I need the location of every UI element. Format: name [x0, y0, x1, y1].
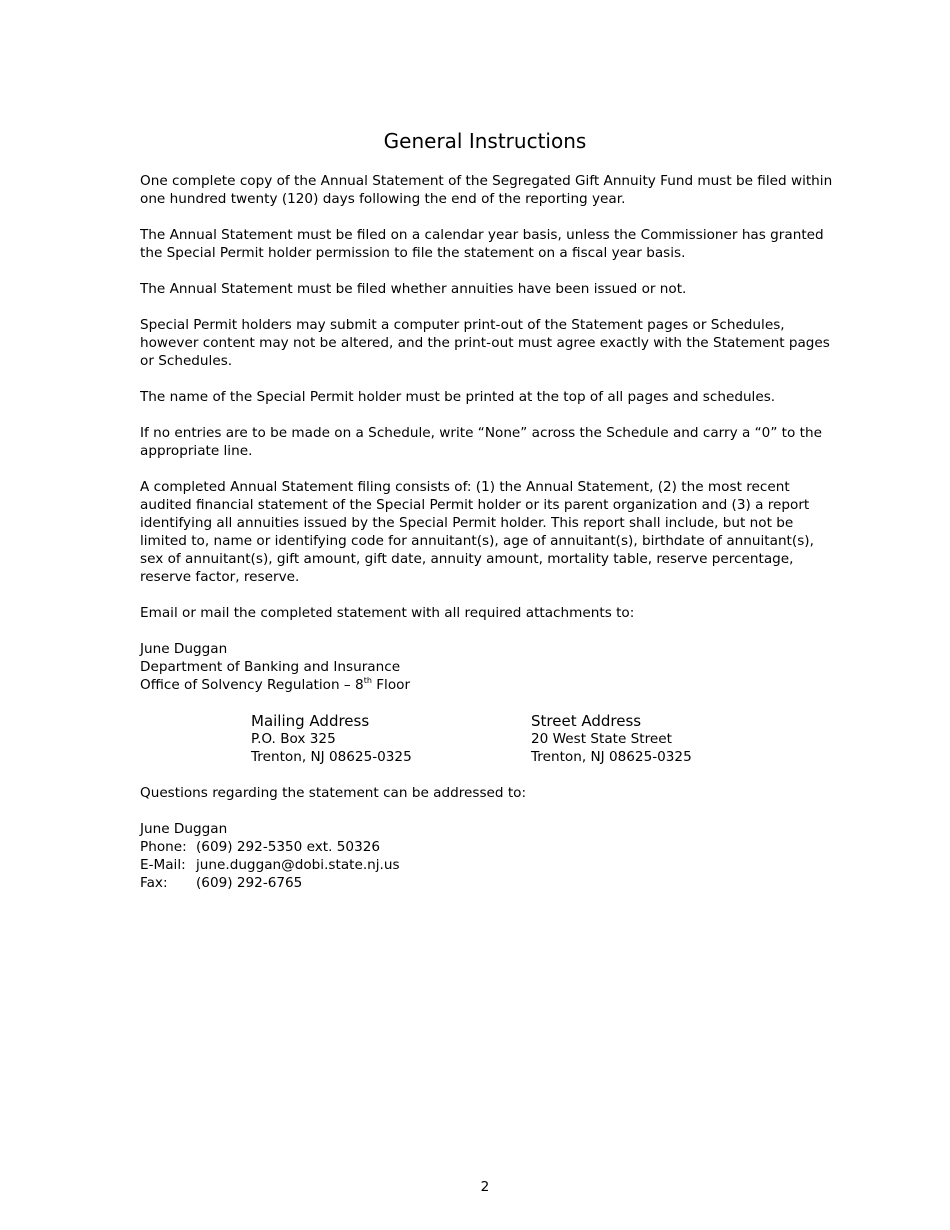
street-address-line1: 20 West State Street [531, 731, 672, 747]
mailing-address-line2: Trenton, NJ 08625-0325 [251, 749, 412, 765]
mailing-address [251, 712, 531, 766]
page-number: 2 [480, 1179, 490, 1195]
mailing-address-line1: P.O. Box 325 [251, 731, 336, 747]
recipient-block [140, 640, 840, 694]
recipient-office [140, 676, 840, 694]
paragraph-filing-required: The Annual Statement must be filed whether annuities have been issued or not. [140, 281, 687, 297]
paragraph-computer-printout: Special Permit holders may submit a computer print-out of the Statement pages or Schedules, however content may not be altered, and the print-out must agree exactly with the Statement pages or Schedules. [140, 317, 830, 369]
mailing-address-heading: Mailing Address [251, 712, 370, 730]
address-row [251, 712, 840, 766]
contact-email-label: E-Mail: [140, 857, 186, 873]
paragraph-no-entries: If no entries are to be made on a Schedule, write “None” across the Schedule and carry a “0” to the appropriate line. [140, 425, 822, 459]
street-address-line2: Trenton, NJ 08625-0325 [531, 749, 692, 765]
contact-email: june.duggan@dobi.state.nj.us [196, 857, 400, 873]
contact-phone-line [140, 838, 840, 856]
contact-fax: (609) 292-6765 [196, 875, 303, 891]
recipient-department: Department of Banking and Insurance [140, 659, 401, 675]
contact-name: June Duggan [140, 821, 228, 837]
contact-fax-line [140, 874, 840, 892]
paragraph-filing-contents: A completed Annual Statement filing consists of: (1) the Annual Statement, (2) the most recent audited financial statement of the Special Permit holder or its parent organization and (3) a report identifying all annuities issued by the Special Permit holder. This report shall include, but not be limited to, name or identifying code for annuitant(s), age of annuitant(s), birthdate of annuitant(s), sex of annuitant(s), gift amount, gift date, annuity amount, mortality table, reserve percentage, reserve factor, reserve. [140, 479, 814, 585]
paragraph-submission-intro: Email or mail the completed statement with all required attachments to: [140, 605, 635, 621]
paragraph-holder-name: The name of the Special Permit holder must be printed at the top of all pages and schedules. [140, 389, 776, 405]
recipient-office-prefix: Office of Solvency Regulation – 8 [140, 677, 364, 693]
paragraph-filing-deadline: One complete copy of the Annual Statement of the Segregated Gift Annuity Fund must be filed within one hundred twenty (120) days following the end of the reporting year. [140, 173, 833, 207]
recipient-office-suffix: Floor [371, 677, 411, 693]
contact-email-line [140, 856, 840, 874]
recipient-office-ordinal: th [363, 676, 372, 685]
paragraph-calendar-basis: The Annual Statement must be filed on a calendar year basis, unless the Commissioner has granted the Special Permit holder permission to file the statement on a fiscal year basis. [140, 227, 824, 261]
contact-block [140, 820, 840, 892]
contact-phone-label: Phone: [140, 839, 187, 855]
street-address [531, 712, 811, 766]
paragraph-questions-intro: Questions regarding the statement can be addressed to: [140, 785, 527, 801]
street-address-heading: Street Address [531, 712, 642, 730]
page-title: General Instructions [383, 129, 587, 153]
recipient-name: June Duggan [140, 641, 228, 657]
instructions-body [140, 172, 840, 910]
contact-phone: (609) 292-5350 ext. 50326 [196, 839, 381, 855]
contact-fax-label: Fax: [140, 875, 168, 891]
